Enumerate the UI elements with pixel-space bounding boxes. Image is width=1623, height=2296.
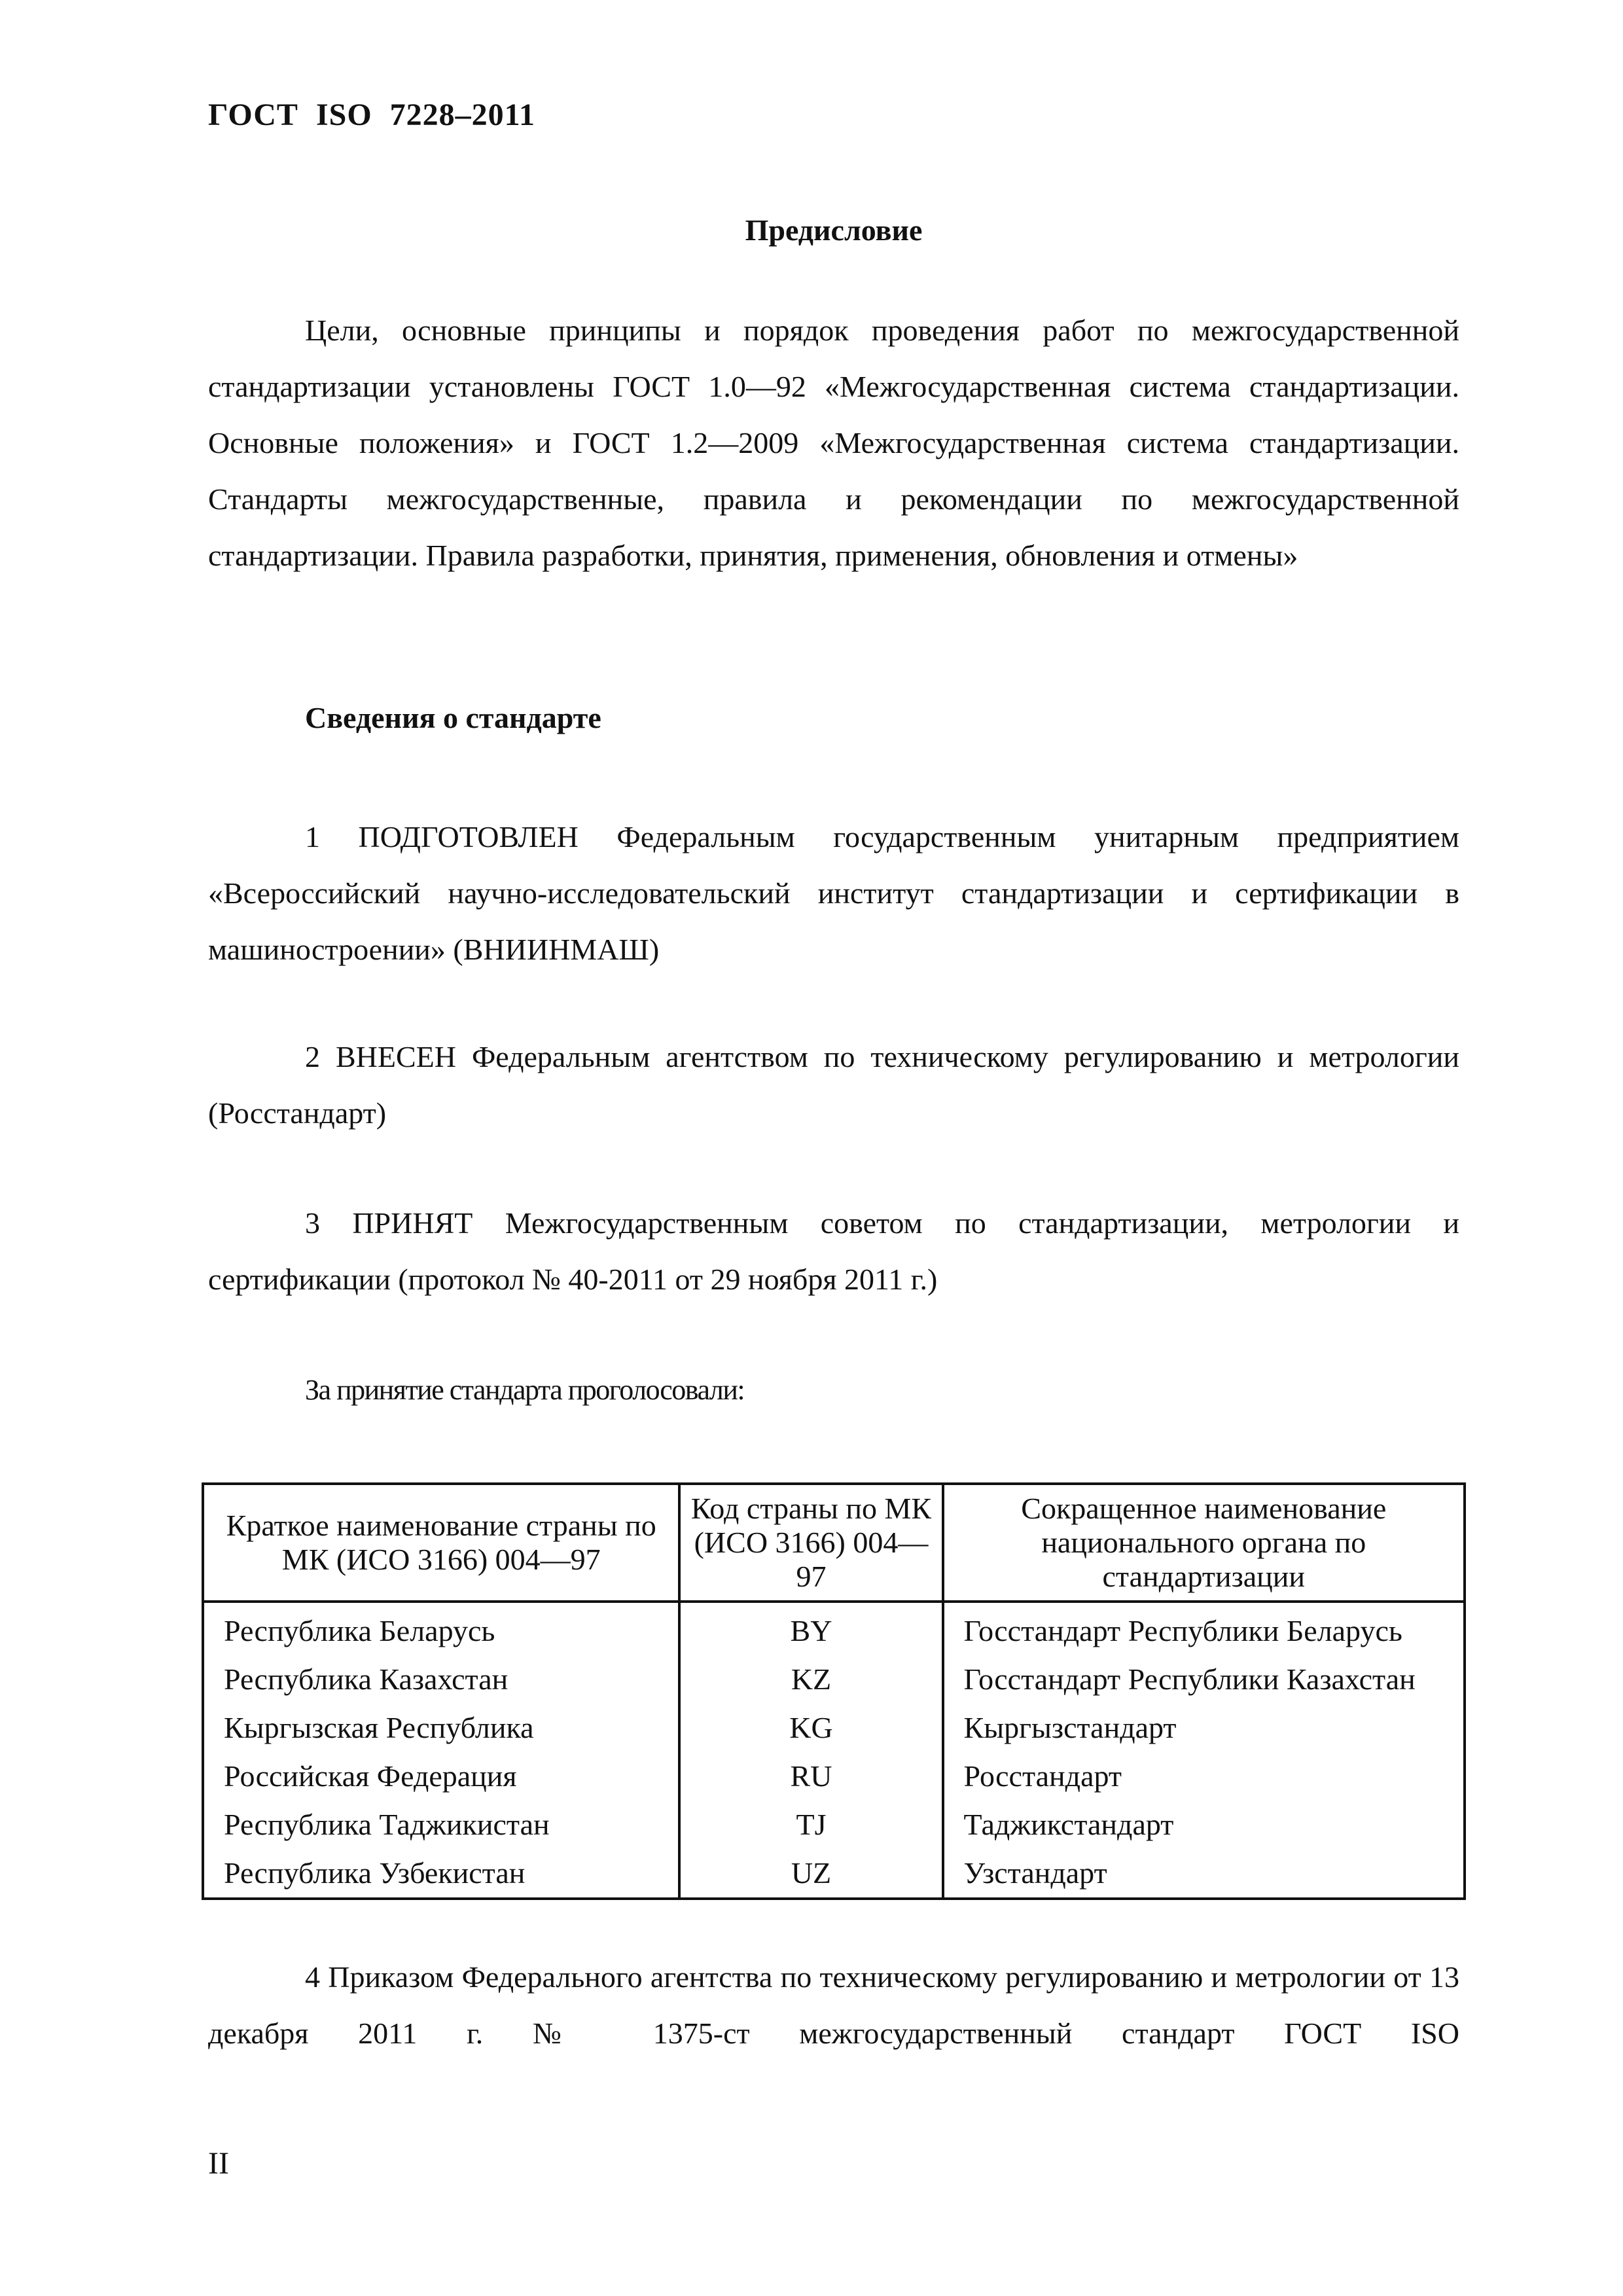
standards-body: Госстандарт Республики Казахстан [943, 1655, 1465, 1704]
country-code: KG [679, 1704, 942, 1752]
header-standards-body: Сокращенное наименование национального органа по стандартизации [943, 1484, 1465, 1602]
table-row [203, 1849, 1465, 1899]
standards-body: Узстандарт [943, 1849, 1465, 1899]
table-header-row [203, 1484, 1465, 1602]
country-name: Республика Казахстан [203, 1655, 679, 1704]
standards-body: Госстандарт Республики Беларусь [943, 1602, 1465, 1655]
info-item-2: 2 ВНЕСЕН Федеральным агентством по техническому регулированию и метрологии (Росстандарт) [208, 1040, 1459, 1130]
country-code: BY [679, 1602, 942, 1655]
country-code: TJ [679, 1801, 942, 1849]
country-code: KZ [679, 1655, 942, 1704]
table-row [203, 1752, 1465, 1801]
country-code: RU [679, 1752, 942, 1801]
info-item-3: 3 ПРИНЯТ Межгосударственным советом по стандартизации, метрологии и сертификации (протокол № 40-2011 от 29 ноября 2011 г.) [208, 1206, 1459, 1296]
standards-body: Росстандарт [943, 1752, 1465, 1801]
standard-code: ГОСТ ISO 7228–2011 [208, 98, 536, 132]
table-row [203, 1801, 1465, 1849]
table-row [203, 1602, 1465, 1655]
page-number: II [208, 2146, 229, 2181]
info-item-4: 4 Приказом Федерального агентства по техническому регулированию и метрологии от 13 декабря 2011 г. № 1375-ст межгосударственный стандарт ГОСТ ISO [208, 1960, 1459, 2050]
country-code: UZ [679, 1849, 942, 1899]
country-name: Российская Федерация [203, 1752, 679, 1801]
header-country-name: Краткое наименование страны по МК (ИСО 3166) 004—97 [203, 1484, 679, 1602]
country-name: Республика Узбекистан [203, 1849, 679, 1899]
header-country-code: Код страны по МК (ИСО 3166) 004—97 [679, 1484, 942, 1602]
country-name: Республика Беларусь [203, 1602, 679, 1655]
voted-label: За принятие стандарта проголосовали: [305, 1374, 745, 1406]
country-name: Республика Таджикистан [203, 1801, 679, 1849]
standards-body: Кыргызстандарт [943, 1704, 1465, 1752]
table-row [203, 1704, 1465, 1752]
voting-table [202, 1482, 1466, 1900]
foreword-title: Предисловие [745, 213, 923, 247]
info-item-1: 1 ПОДГОТОВЛЕН Федеральным государственным унитарным предприятием «Всероссийский научно-исследовательский институт стандартизации и сертификации в машиностроении» (ВНИИНМАШ) [208, 820, 1459, 966]
info-title: Сведения о стандарте [305, 701, 601, 734]
table-row [203, 1655, 1465, 1704]
standards-body: Таджикстандарт [943, 1801, 1465, 1849]
country-name: Кыргызская Республика [203, 1704, 679, 1752]
foreword-paragraph: Цели, основные принципы и порядок проведения работ по межгосударственной стандартизации установлены ГОСТ 1.0—92 «Межгосударственная система стандартизации. Основные положения» и ГОСТ 1.2—2009 «Межгосударственная система стандартизации. Стандарты межгосударственные, правила и рекомендации по межгосударственной стандартизации. Правила разработки, принятия, применения, обновления и отмены» [208, 314, 1459, 572]
